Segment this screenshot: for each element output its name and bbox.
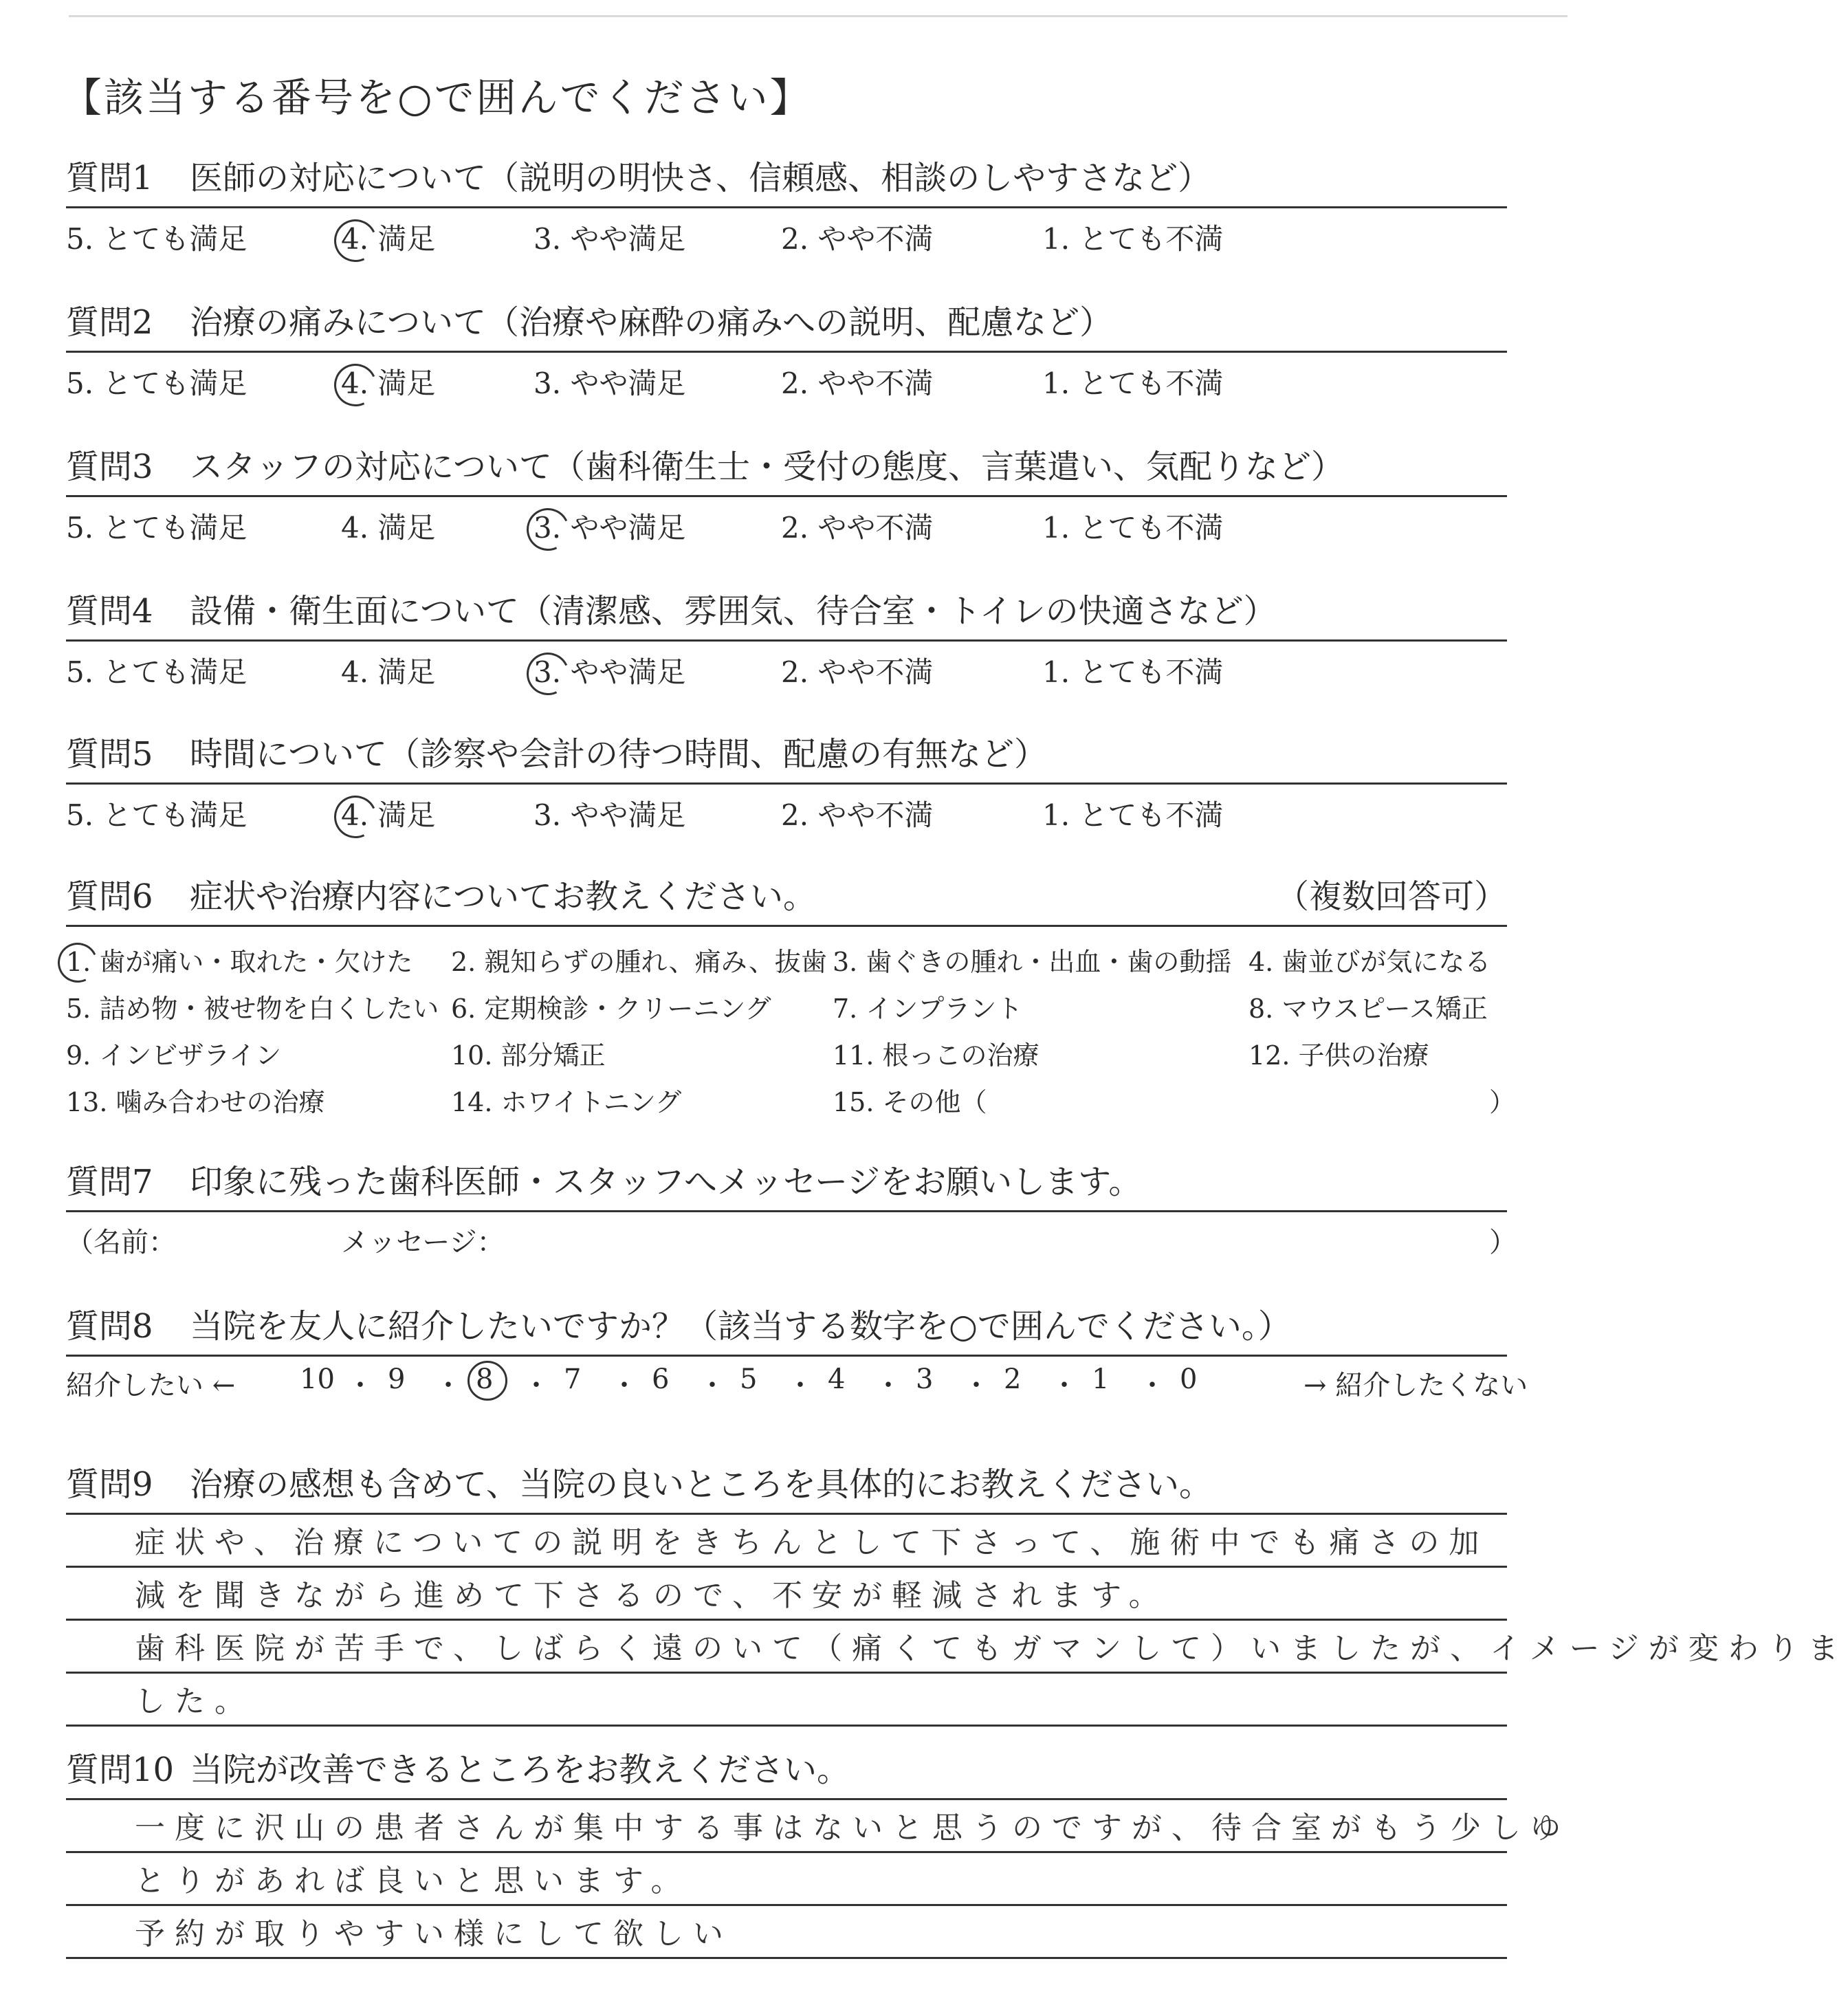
handwritten-text: 減を聞きながら進めて下さるので、不安が軽減されます。 [135,1578,1169,1613]
scale-value-8[interactable]: 8 [476,1364,494,1395]
question-text: 治療の痛みについて（治療や麻酔の痛みへの説明、配慮など） [190,303,1113,342]
rating-option-1[interactable]: 1. とても不満 [1042,366,1224,400]
rating-option-5[interactable]: 5. とても満足 [66,511,248,545]
answer-line [66,1853,1507,1906]
rating-option-2[interactable]: 2. やや不満 [781,798,934,832]
question-number: 質問10 [66,1751,175,1789]
question-number: 質問3 [66,448,153,486]
question-text: 当院が改善できるところをお教えください。 [190,1751,850,1789]
message-row[interactable] [66,1212,1517,1260]
scale-value-9[interactable]: 9 [388,1364,406,1395]
symptom-option[interactable]: 8. マウスピース矯正 [1248,994,1488,1024]
symptom-option[interactable]: 5. 詰め物・被せ物を白くしたい [66,994,439,1024]
name-label: （名前： [66,1227,176,1258]
scale-right-label: → 紹介したくない [1304,1370,1528,1401]
symptom-option[interactable]: 14. ホワイトニング [451,1087,682,1117]
rating-option-1[interactable]: 1. とても不満 [1042,511,1224,545]
rating-option-5[interactable]: 5. とても満足 [66,222,248,256]
question-text: 当院を友人に紹介したいですか？（該当する数字を○で囲んでください。） [190,1307,1291,1346]
symptom-option[interactable]: 11. 根っこの治療 [833,1040,1040,1071]
question-number: 質問8 [66,1307,153,1346]
scale-value-6[interactable]: 6 [652,1364,670,1395]
symptom-option[interactable]: 1. 歯が痛い・取れた・欠けた [66,947,413,977]
rating-option-1[interactable]: 1. とても不満 [1042,798,1224,832]
scale-dot: ・ [346,1370,374,1401]
symptom-option[interactable]: 4. 歯並びが気になる [1248,947,1491,977]
rating-option-1[interactable]: 1. とても不満 [1042,655,1224,689]
rating-options [66,497,1507,552]
rating-option-3[interactable]: 3. やや満足 [534,798,686,832]
scale-value-10[interactable]: 10 [300,1364,335,1395]
scale-dot: ・ [610,1370,638,1401]
rating-option-3[interactable]: 3. やや満足 [534,511,686,545]
question-5-title [66,727,1507,782]
multiple-answer-note: （複数回答可） [1275,877,1507,916]
rating-option-3[interactable]: 3. やや満足 [534,655,686,689]
question-text: 時間について（診察や会計の待つ時間、配慮の有無など） [190,735,1048,774]
question-5 [66,727,1507,840]
scale-dot: ・ [1050,1370,1078,1401]
answer-9-lines[interactable] [66,1515,1848,1727]
question-9-title [66,1458,1507,1513]
handwritten-text: 一度に沢山の患者さんが集中する事はないと思うのですが、待合室がもう少しゆ [135,1810,1570,1846]
answer-line [66,1800,1570,1853]
scale-dot: ・ [874,1370,902,1401]
symptom-options [66,927,1516,1126]
question-number: 質問6 [66,877,153,916]
symptom-option[interactable]: 12. 子供の治療 [1248,1040,1429,1071]
handwritten-text: とりがあれば良いと思います。 [135,1863,691,1898]
handwritten-text: した。 [135,1684,254,1719]
close-paren: ） [1489,1227,1517,1258]
handwritten-text: 症状や、治療についての説明をきちんとして下さって、施術中でも痛さの加 [135,1525,1489,1560]
scale-dot: ・ [786,1370,814,1401]
rating-option-1[interactable]: 1. とても不満 [1042,222,1224,256]
symptom-option[interactable]: 10. 部分矯正 [451,1040,606,1071]
rating-options [66,208,1507,263]
scale-value-1[interactable]: 1 [1092,1364,1110,1395]
rating-option-4[interactable]: 4. 満足 [341,798,436,832]
symptom-option[interactable]: 3. 歯ぐきの腫れ・出血・歯の動揺 [833,947,1232,977]
scale-dot: ・ [1138,1370,1166,1401]
rating-option-2[interactable]: 2. やや不満 [781,511,934,545]
symptom-option[interactable]: 7. インプラント [833,994,1023,1024]
question-text: 印象に残った歯科医師・スタッフへメッセージをお願いします。 [190,1163,1142,1201]
question-number: 質問5 [66,735,153,774]
question-number: 質問1 [66,159,153,197]
question-1-title [66,151,1507,206]
question-1 [66,151,1507,263]
scale-value-2[interactable]: 2 [1004,1364,1022,1395]
symptom-option[interactable]: 13. 噛み合わせの治療 [66,1087,325,1117]
question-8-title [66,1300,1507,1355]
scale-left-label: 紹介したい ← [66,1370,236,1401]
question-4-title [66,584,1507,639]
question-2 [66,296,1507,408]
question-2-title [66,296,1507,351]
scale-value-0[interactable]: 0 [1180,1364,1198,1395]
question-text: 設備・衛生面について（清潔感、雰囲気、待合室・トイレの快適さなど） [190,592,1277,631]
top-rule [69,15,1568,17]
symptom-option[interactable]: 6. 定期検診・クリーニング [451,994,771,1024]
recommend-scale [66,1357,1528,1412]
question-6-title [66,870,1507,925]
rating-option-4[interactable]: 4. 満足 [341,366,436,400]
rating-option-2[interactable]: 2. やや不満 [781,222,934,256]
scale-value-7[interactable]: 7 [564,1364,582,1395]
handwritten-text: 予約が取りやすい様にして欲しい [135,1916,733,1951]
question-3-title [66,440,1507,495]
answer-line [66,1674,1507,1727]
rating-option-3[interactable]: 3. やや満足 [534,222,686,256]
handwritten-text: 歯科医院が苦手で、しばらく遠のいて（痛くてもガマンして）いましたが、イメージが変わりま [135,1631,1848,1666]
symptom-option[interactable]: 2. 親知らずの腫れ、痛み、抜歯 [451,947,827,977]
symptom-option[interactable]: 9. インビザライン [66,1040,282,1071]
question-6 [66,870,1516,1126]
question-text: 症状や治療内容についてお教えください。 [190,877,817,916]
answer-line [66,1568,1507,1621]
answer-line [66,1515,1507,1568]
rating-option-3[interactable]: 3. やや満足 [534,366,686,400]
rating-option-2[interactable]: 2. やや不満 [781,366,934,400]
scale-value-5[interactable]: 5 [740,1364,758,1395]
scale-dot: ・ [434,1370,462,1401]
question-8 [66,1300,1528,1412]
question-text: 医師の対応について（説明の明快さ、信頼感、相談のしやすさなど） [190,159,1211,197]
scale-value-4[interactable]: 4 [828,1364,846,1395]
answer-line [66,1621,1848,1674]
form-heading: 【該当する番号を○で囲んでください】 [62,74,812,121]
other-close-paren: ） [1489,1087,1516,1117]
question-text: 治療の感想も含めて、当院の良いところを具体的にお教えください。 [190,1465,1213,1504]
rating-options [66,642,1507,697]
rating-option-5[interactable]: 5. とても満足 [66,798,248,832]
rating-options [66,785,1507,840]
question-number: 質問4 [66,592,153,631]
question-text: スタッフの対応について（歯科衛生士・受付の態度、言葉遣い、気配りなど） [190,448,1345,486]
scale-value-3[interactable]: 3 [916,1364,934,1395]
question-number: 質問9 [66,1465,153,1504]
question-10 [66,1743,1570,1959]
rating-option-4[interactable]: 4. 満足 [341,511,436,545]
scale-dot: ・ [962,1370,990,1401]
question-number: 質問7 [66,1163,153,1201]
rating-option-5[interactable]: 5. とても満足 [66,366,248,400]
rating-option-5[interactable]: 5. とても満足 [66,655,248,689]
question-3 [66,440,1507,552]
rating-option-2[interactable]: 2. やや不満 [781,655,934,689]
rating-options [66,353,1507,408]
rating-option-4[interactable]: 4. 満足 [341,222,436,256]
question-4 [66,584,1507,697]
message-label: メッセージ： [341,1227,505,1258]
question-7 [66,1155,1517,1260]
question-7-title [66,1155,1507,1210]
scale-dot: ・ [698,1370,726,1401]
symptom-option[interactable]: 15. その他（ [833,1087,987,1117]
answer-line [66,1906,1507,1959]
question-9 [66,1458,1848,1727]
question-number: 質問2 [66,303,153,342]
question-10-title [66,1743,1507,1798]
answer-10-lines[interactable] [66,1800,1570,1959]
scale-dot: ・ [522,1370,550,1401]
rating-option-4[interactable]: 4. 満足 [341,655,436,689]
